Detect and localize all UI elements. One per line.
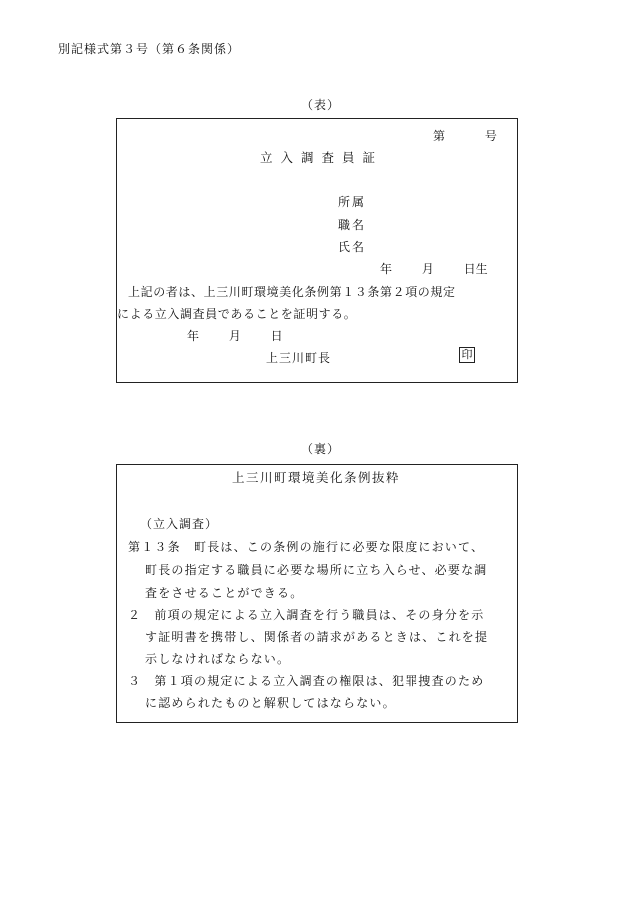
page-header: 別記様式第３号（第６条関係）: [58, 42, 241, 56]
article-text-line: ３ 第１項の規定による立入調査の権限は、犯罪捜査のため: [128, 674, 485, 688]
back-label: （裏）: [301, 442, 341, 456]
job-title-label: 職名: [338, 218, 367, 232]
article-text-line: す証明書を携帯し、関係者の請求があるときは、これを提: [145, 630, 489, 644]
article-text-line: 示しなければならない。: [145, 652, 291, 666]
birth-date-line: 年 月 日生: [380, 262, 488, 276]
certification-text-line: による立入調査員であることを証明する。: [117, 307, 357, 321]
certification-text-line: 上記の者は、上三川町環境美化条例第１３条第２項の規定: [128, 285, 456, 299]
issuer-name: 上三川町長: [266, 351, 332, 365]
article-text-line: ２ 前項の規定による立入調査を行う職員は、その身分を示: [128, 608, 485, 622]
name-label: 氏名: [338, 240, 367, 254]
certificate-title: 立入調査員証: [260, 150, 384, 165]
front-label: （表）: [301, 98, 341, 112]
article-text-line: 町長の指定する職員に必要な場所に立ち入らせ、必要な調: [145, 563, 488, 577]
article-text-line: に認められたものと解釈してはならない。: [145, 696, 396, 710]
excerpt-title: 上三川町環境美化条例抜粋: [232, 470, 401, 485]
article-heading: （立入調査）: [140, 517, 219, 531]
certificate-number: 第 号: [433, 129, 498, 143]
affiliation-label: 所属: [338, 195, 367, 209]
seal-stamp: 印: [459, 347, 475, 363]
issue-date-line: 年 月 日: [187, 329, 283, 343]
article-text-line: 査をさせることができる。: [145, 586, 304, 600]
article-text-line: 第１３条 町長は、この条例の施行に必要な限度において、: [128, 540, 485, 554]
